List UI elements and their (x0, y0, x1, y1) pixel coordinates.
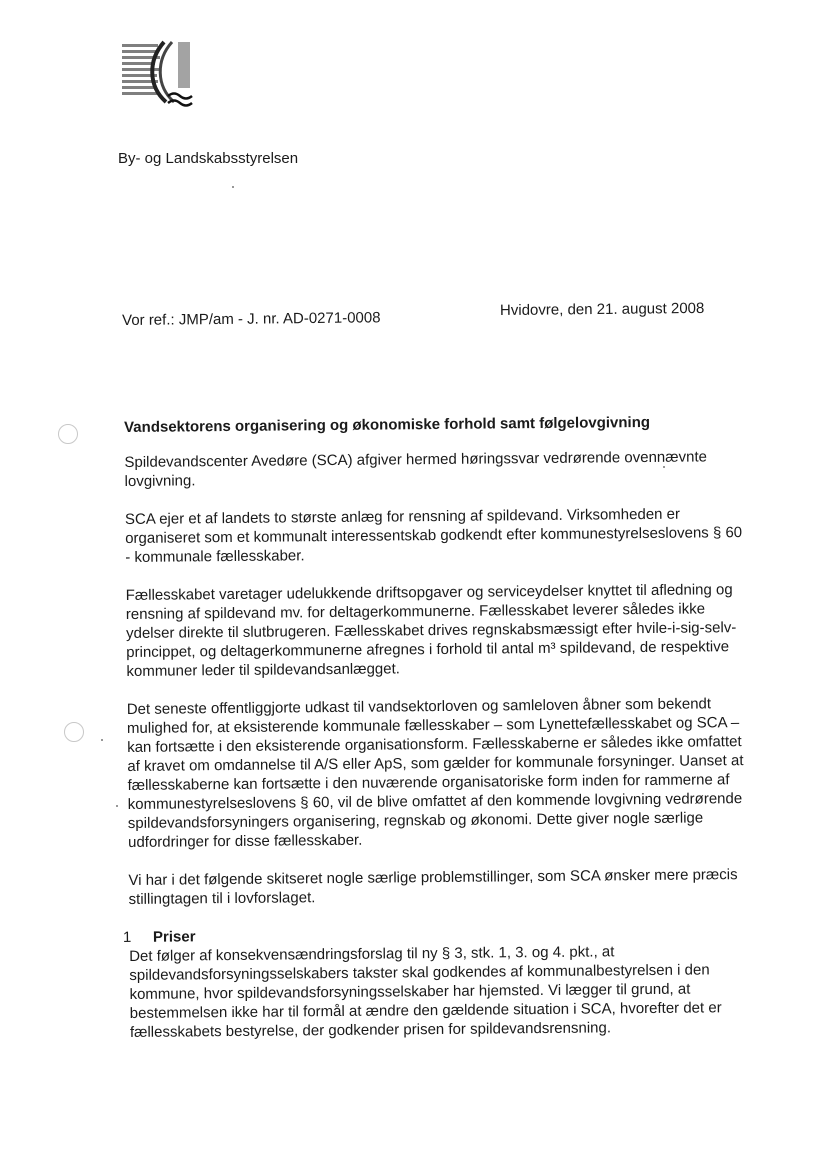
section-number: 1 (122, 928, 132, 947)
punch-hole-bottom (64, 722, 84, 742)
section-title: Priser (152, 928, 196, 946)
paragraph-about-sca: SCA ejer et af landets to største anlæg for rensning af spildevand. Virksomheden er organiseret som et kommunalt interessentskab godkendt efter kommunestyrelseslovens § 60 - kommunale fællesskaber. (124, 505, 743, 566)
punch-hole-top (58, 424, 78, 444)
reference-number: Vor ref.: JMP/am - J. nr. AD-0271-0008 (122, 309, 381, 329)
paragraph-intro: Spildevandscenter Avedøre (SCA) afgiver hermed høringssvar vedrørende ovennævnte lovgivning. (124, 448, 707, 490)
scan-speck (232, 186, 234, 188)
scan-speck (101, 739, 103, 741)
reference-line (122, 299, 722, 329)
organization-logo (120, 40, 198, 110)
letter-subject: Vandsektorens organisering og økonomiske forhold samt følgelovgivning (124, 413, 651, 436)
recipient-name: By- og Landskabsstyrelsen (118, 150, 299, 167)
paragraph-issues: Vi har i det følgende skitseret nogle særlige problemstillinger, som SCA ønsker mere præcis stillingtagen til i lovforslaget. (128, 866, 738, 908)
paragraph-fellowship: Fællesskabet varetager udelukkende driftsopgaver og serviceydelser knyttet til afledning og rensning af spildevand mv. for deltagerkommunerne. Fællesskabet leverer således ikke ydelser direkte til slutbrugeren. Fællesskabet drives regnskabsmæssigt efter hvile-i-sig-selv-princippet, og deltagerkommunerne afregnes i forhold til antal m³ spildevand, de respektive kommuner leder til spildevandsanlægget. (125, 581, 737, 680)
scan-speck (116, 805, 118, 807)
place-and-date: Hvidovre, den 21. august 2008 (499, 299, 705, 320)
section-text: Det følger af konsekvensændringsforslag til ny § 3, stk. 1, 3. og 4. pkt., at spildevandsforsyningsselskabers takster skal godkendes af kommunalbestyrelsen i den kommune, hvor spildevandsforsyningsselskaber har hjemsted. Vi lægger til grund, at bestemmelsen ikke har til formål at ændre den gældende situation i SCA, hvorefter det er fællesskabets bestyrelse, der godkender prisen for spildevandsrensning. (129, 943, 722, 1041)
letter-body (124, 412, 750, 1061)
paragraph-draft-law: Det seneste offentliggjorte udkast til vandsektorloven og samleloven åbner som bekendt mulighed for, at eksisterende kommunale fællesskaber – som Lynettefællesskabet og SCA – kan fortsætte i den eksisterende organisationsform. Fællesskaberne er således ikke omfattet af kravet om omdannelse til A/S eller ApS, som gælder for kommunale forsyninger. Uanset at fællesskaberne kan fortsætte i den nuværende organisatoriske form inden for rammerne af kommunestyrelseslovens § 60, vil de blive omfattet af den kommende lovgivning vedrørende spildevandsforsyningers organisering, regnskab og økonomi. Dette giver nogle særlige udfordringer for disse fællesskaber. (126, 695, 744, 851)
